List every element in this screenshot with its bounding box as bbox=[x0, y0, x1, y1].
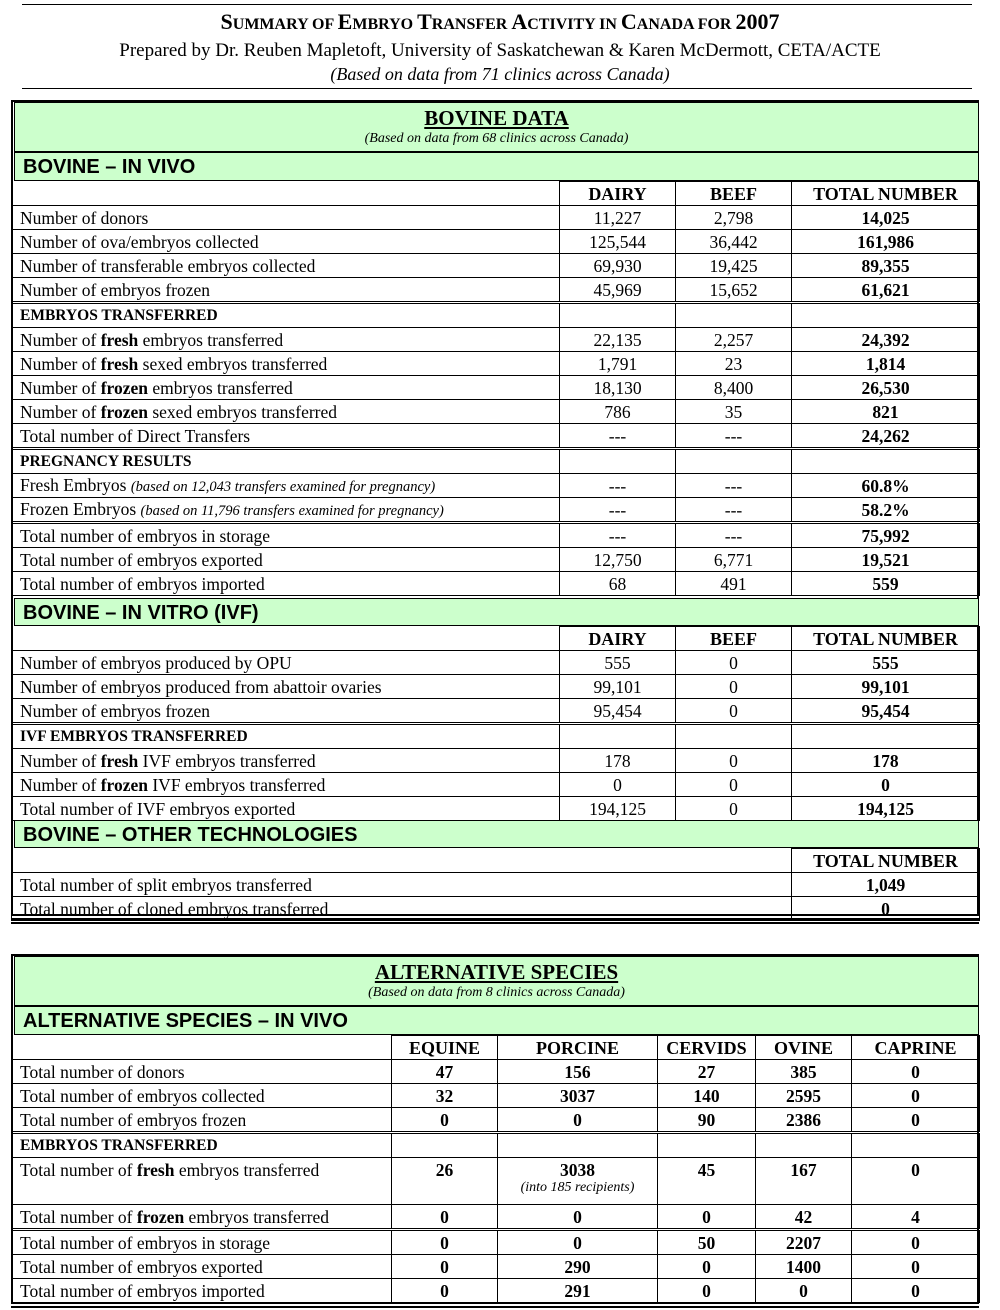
bovine-in-vitro-heading: BOVINE – IN VITRO (IVF) bbox=[14, 598, 979, 626]
table-row: Fresh Embryos (based on 12,043 transfers examined for pregnancy) --- --- 60.8% bbox=[12, 474, 980, 498]
alt-subtitle: (Based on data from 8 clinics across Canada) bbox=[368, 985, 625, 1000]
table-row: Total number of embryos exported 0 290 0 1400 0 bbox=[12, 1255, 980, 1279]
table-row: Total number of embryos exported 12,750 6,771 19,521 bbox=[12, 548, 980, 572]
header-bottom-rule bbox=[22, 88, 972, 89]
document-title: SUMMARY OF EMBRYO TRANSFER ACTIVITY IN CANADA FOR 2007 bbox=[220, 9, 780, 34]
table-row: Number of embryos produced from abattoir ovaries 99,101 0 99,101 bbox=[12, 675, 980, 699]
table-row: Total number of embryos in storage 0 0 50 2207 0 bbox=[12, 1230, 980, 1255]
alt-title: ALTERNATIVE SPECIES bbox=[374, 960, 619, 984]
table-row: Frozen Embryos (based on 11,796 transfers examined for pregnancy) --- --- 58.2% bbox=[12, 498, 980, 523]
bovine-subtitle: (Based on data from 68 clinics across Canada) bbox=[364, 131, 629, 146]
embryos-transferred-heading: EMBRYOS TRANSFERRED bbox=[12, 303, 560, 328]
based-on-note: (Based on data from 71 clinics across Canada) bbox=[330, 64, 670, 84]
table-row: Total number of embryos in storage --- --- 75,992 bbox=[12, 523, 980, 548]
column-header: BEEF bbox=[676, 182, 792, 206]
column-header: DAIRY bbox=[560, 627, 676, 651]
table-row: Total number of embryos imported 68 491 559 bbox=[12, 572, 980, 596]
subheading-row bbox=[12, 724, 980, 749]
column-header: EQUINE bbox=[392, 1036, 498, 1060]
document-header bbox=[0, 8, 1000, 85]
column-header: PORCINE bbox=[498, 1036, 658, 1060]
alt-panel-bottom bbox=[11, 1302, 979, 1308]
column-header: TOTAL NUMBER bbox=[792, 182, 980, 206]
bovine-in-vitro-table bbox=[11, 626, 980, 821]
table-row: Number of embryos frozen 45,969 15,652 61,621 bbox=[12, 278, 980, 303]
table-row: Total number of IVF embryos exported 194,125 0 194,125 bbox=[12, 797, 980, 821]
table-row: Number of embryos produced by OPU 555 0 555 bbox=[12, 651, 980, 675]
table-row: Number of embryos frozen 95,454 0 95,454 bbox=[12, 699, 980, 724]
table-header-row bbox=[12, 849, 980, 873]
column-header: OVINE bbox=[756, 1036, 852, 1060]
bovine-in-vivo-heading: BOVINE – IN VIVO bbox=[14, 152, 979, 181]
alt-embryos-transferred-heading: EMBRYOS TRANSFERRED bbox=[12, 1133, 392, 1158]
table-row: Total number of embryos imported 0 291 0 0 0 bbox=[12, 1279, 980, 1303]
table-row: Number of frozen sexed embryos transferred 786 35 821 bbox=[12, 400, 980, 424]
table-row: Number of frozen IVF embryos transferred 0 0 0 bbox=[12, 773, 980, 797]
table-header-row bbox=[12, 627, 980, 651]
table-row: Total number of split embryos transferred 1,049 bbox=[12, 873, 980, 897]
table-row: Total number of donors 47 156 27 385 0 bbox=[12, 1060, 980, 1084]
bovine-other-table bbox=[11, 848, 980, 921]
column-header: DAIRY bbox=[560, 182, 676, 206]
table-row: Number of fresh sexed embryos transferred 1,791 23 1,814 bbox=[12, 352, 980, 376]
bovine-title-band bbox=[14, 102, 979, 152]
alt-in-vivo-heading: ALTERNATIVE SPECIES – IN VIVO bbox=[14, 1006, 979, 1035]
column-header: CERVIDS bbox=[658, 1036, 756, 1060]
prepared-by: Prepared by Dr. Reuben Mapletoft, University of Saskatchewan & Karen McDermott, CETA/ACTE bbox=[119, 40, 881, 61]
table-row: Total number of embryos frozen 0 0 90 2386 0 bbox=[12, 1108, 980, 1133]
column-header: CAPRINE bbox=[852, 1036, 980, 1060]
table-row: Number of transferable embryos collected 69,930 19,425 89,355 bbox=[12, 254, 980, 278]
alt-in-vivo-table bbox=[11, 1035, 980, 1303]
ivf-embryos-transferred-heading: IVF EMBRYOS TRANSFERRED bbox=[12, 724, 560, 749]
table-row: Number of donors 11,227 2,798 14,025 bbox=[12, 206, 980, 230]
table-row: Total number of embryos collected 32 3037 140 2595 0 bbox=[12, 1084, 980, 1108]
table-row: Number of fresh embryos transferred 22,135 2,257 24,392 bbox=[12, 328, 980, 352]
alt-title-band bbox=[14, 956, 979, 1006]
table-row: Total number of cloned embryos transferred 0 bbox=[12, 897, 980, 921]
bovine-title: BOVINE DATA bbox=[424, 106, 569, 130]
pregnancy-results-heading: PREGNANCY RESULTS bbox=[12, 449, 560, 474]
column-header: TOTAL NUMBER bbox=[792, 627, 980, 651]
bovine-other-technologies-heading: BOVINE – OTHER TECHNOLOGIES bbox=[14, 820, 979, 848]
blank-cell bbox=[12, 182, 560, 206]
column-header: TOTAL NUMBER bbox=[792, 849, 980, 873]
table-row: Number of ova/embryos collected 125,544 36,442 161,986 bbox=[12, 230, 980, 254]
porcine-recipients-note: (into 185 recipients) bbox=[520, 1180, 635, 1195]
subheading-row bbox=[12, 1133, 980, 1158]
table-row: Number of frozen embryos transferred 18,130 8,400 26,530 bbox=[12, 376, 980, 400]
table-header-row bbox=[12, 182, 980, 206]
table-header-row bbox=[12, 1036, 980, 1060]
table-row: Total number of frozen embryos transferred 0 0 0 42 4 bbox=[12, 1205, 980, 1230]
top-rule bbox=[22, 4, 972, 5]
subheading-row bbox=[12, 303, 980, 328]
bovine-in-vivo-table bbox=[11, 181, 980, 596]
table-row: Total number of fresh embryos transferred 26 3038 (into 185 recipients) 45 167 0 bbox=[12, 1158, 980, 1205]
subheading-row bbox=[12, 449, 980, 474]
table-row: Number of fresh IVF embryos transferred 178 0 178 bbox=[12, 749, 980, 773]
column-header: BEEF bbox=[676, 627, 792, 651]
table-row: Total number of Direct Transfers --- --- 24,262 bbox=[12, 424, 980, 449]
blank-cell bbox=[12, 627, 560, 651]
bovine-panel-bottom bbox=[11, 918, 979, 924]
